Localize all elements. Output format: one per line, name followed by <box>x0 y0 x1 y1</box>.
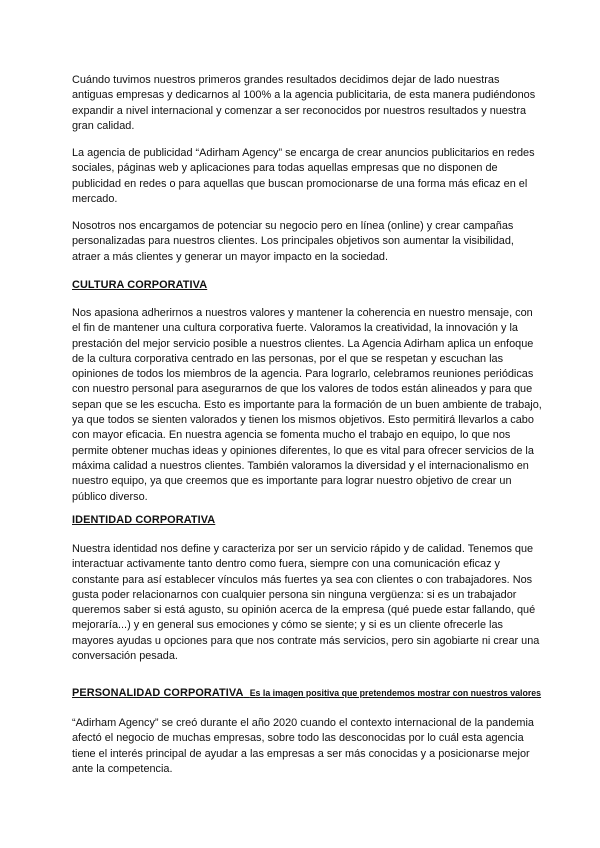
personalidad-heading-text: PERSONALIDAD CORPORATIVA <box>72 687 244 699</box>
identidad-heading: IDENTIDAD CORPORATIVA <box>72 514 216 526</box>
personalidad-subheading: Es la imagen positiva que pretendemos mostrar con nuestros valores <box>249 688 542 698</box>
personalidad-paragraph: “Adirham Agency” se creó durante el año 2020 cuando el contexto internacional de la pandemia afectó el negocio de muchas empresas, sobre todo las desconocidas por lo cuál esta agencia tiene el interés principal de ayudar a las empresas a ser más conocidas y a posicionarse mejor ante la competencia. <box>72 717 534 775</box>
personalidad-heading <box>72 686 541 701</box>
cultura-heading: CULTURA CORPORATIVA <box>72 279 208 291</box>
identidad-paragraph: Nuestra identidad nos define y caracteriza por ser un servicio rápido y de calidad. Tenemos que interactuar activamente tanto dentro como fuera, siempre con una comunicación eficaz y constante para así establecer vínculos más fuertes ya sea con clientes o con trabajadores. Nos gusta poder relacionarnos con cualquier persona sin ninguna vergüenza: si es un trabajador queremos saber si está agusto, su opinión acerca de la empresa (qué puede estar fallando, qué mejoraría...) y en general sus emociones y cómo se siente; y si es un cliente ofrecerle las mayores ayudas u opciones para que nos contrate más servicios, pero sin agobiarte ni crear una conversación pesada. <box>72 543 540 663</box>
cultura-paragraph: Nos apasiona adherirnos a nuestros valores y mantener la coherencia en nuestro mensaje, con el fin de mantener una cultura corporativa fuerte. Valoramos la creatividad, la innovación y la prestación del mejor servicio posible a nuestros clientes. La Agencia Adirham aplica un enfoque de la cultura corporativa centrado en las personas, por el que se respetan y escuchan las opiniones de todos los miembros de la agencia. Para lograrlo, celebramos reuniones periódicas con nuestro personal para asegurarnos de que los valores de todos están alineados y para que sepan que se les escucha. Esto es importante para la formación de un buen ambiente de trabajo, ya que todos se sienten valorados y tienen los mismos objetivos. Esto permitirá llevarlos a cabo con mayor eficacia. En nuestra agencia se fomenta mucho el trabajo en equipo, lo que nos permite obtener muchas ideas y opiniones diferentes, lo que es vital para ofrecer servicios de la máxima calidad a nuestros clientes. También valoramos la diversidad y el internacionalismo en nuestro equipo, ya que creemos que es importante para lograr nuestro objetivo de crear un público diverso. <box>72 307 542 503</box>
intro-paragraph-1: Cuándo tuvimos nuestros primeros grandes resultados decidimos dejar de lado nuestras antiguas empresas y dedicarnos al 100% a la agencia publicitaria, de esta manera pudiéndonos expandir a nivel internacional y comenzar a ser reconocidos por nuestros resultados y nuestra gran calidad. <box>72 74 536 132</box>
intro-paragraph-2: La agencia de publicidad “Adirham Agency” se encarga de crear anuncios publicitarios en redes sociales, páginas web y aplicaciones para todas aquellas empresas que no disponen de publicidad en redes o para aquellas que buscan promocionarse de una forma más eficaz en el mercado. <box>72 147 535 205</box>
intro-paragraph-3: Nosotros nos encargamos de potenciar su negocio pero en línea (online) y crear campañas personalizadas para nuestros clientes. Los principales objetivos son aumentar la visibilidad, atraer a más clientes y generar un mayor impacto en la sociedad. <box>72 220 514 263</box>
